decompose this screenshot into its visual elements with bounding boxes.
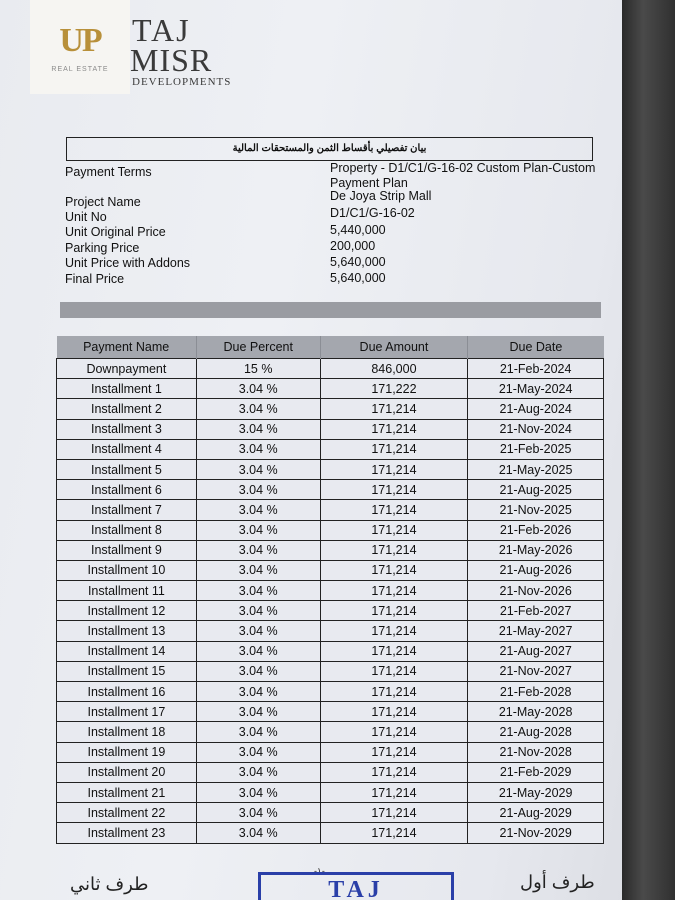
table-row bbox=[57, 762, 604, 782]
due-date-cell: 21-Feb-2024 bbox=[468, 359, 604, 379]
due-date-cell: 21-Aug-2024 bbox=[468, 399, 604, 419]
due-percent-cell: 3.04 % bbox=[196, 742, 320, 762]
detail-row bbox=[65, 272, 605, 288]
payment-name-cell: Installment 23 bbox=[57, 823, 197, 843]
table-row bbox=[57, 641, 604, 661]
due-date-cell: 21-Aug-2028 bbox=[468, 722, 604, 742]
brand-line-1: TAJ bbox=[132, 12, 191, 48]
due-percent-cell: 3.04 % bbox=[196, 581, 320, 601]
table-row bbox=[57, 359, 604, 379]
detail-value: 5,640,000 bbox=[330, 255, 386, 269]
due-date-cell: 21-Nov-2029 bbox=[468, 823, 604, 843]
due-amount-cell: 171,214 bbox=[320, 399, 468, 419]
payment-name-cell: Installment 18 bbox=[57, 722, 197, 742]
due-date-cell: 21-May-2026 bbox=[468, 540, 604, 560]
due-amount-cell: 171,214 bbox=[320, 722, 468, 742]
due-amount-cell: 171,214 bbox=[320, 560, 468, 580]
payment-name-cell: Installment 1 bbox=[57, 379, 197, 399]
due-percent-cell: 3.04 % bbox=[196, 722, 320, 742]
table-row bbox=[57, 379, 604, 399]
payment-name-cell: Installment 12 bbox=[57, 601, 197, 621]
detail-label: Payment Terms bbox=[65, 165, 152, 179]
payment-name-cell: Installment 16 bbox=[57, 682, 197, 702]
due-date-cell: 21-May-2024 bbox=[468, 379, 604, 399]
table-row bbox=[57, 480, 604, 500]
payment-schedule-table bbox=[56, 336, 604, 844]
due-date-cell: 21-Feb-2025 bbox=[468, 439, 604, 459]
due-amount-cell: 171,214 bbox=[320, 621, 468, 641]
due-percent-cell: 3.04 % bbox=[196, 682, 320, 702]
due-date-cell: 21-Feb-2027 bbox=[468, 601, 604, 621]
brand-line-2: MISR bbox=[130, 42, 213, 78]
page-number: -١- bbox=[314, 866, 325, 876]
table-row bbox=[57, 500, 604, 520]
table-row bbox=[57, 419, 604, 439]
due-percent-cell: 3.04 % bbox=[196, 379, 320, 399]
detail-row bbox=[65, 161, 605, 190]
due-percent-cell: 3.04 % bbox=[196, 540, 320, 560]
due-amount-cell: 171,214 bbox=[320, 540, 468, 560]
table-row bbox=[57, 560, 604, 580]
payment-name-cell: Installment 15 bbox=[57, 661, 197, 681]
table-row bbox=[57, 439, 604, 459]
due-percent-cell: 3.04 % bbox=[196, 803, 320, 823]
payment-name-cell: Installment 11 bbox=[57, 581, 197, 601]
first-party-label: طرف أول bbox=[520, 872, 595, 892]
due-date-cell: 21-May-2025 bbox=[468, 459, 604, 479]
due-date-cell: 21-Nov-2024 bbox=[468, 419, 604, 439]
due-percent-cell: 3.04 % bbox=[196, 762, 320, 782]
table-row bbox=[57, 581, 604, 601]
detail-value: 5,440,000 bbox=[330, 223, 386, 237]
payment-name-cell: Installment 21 bbox=[57, 782, 197, 802]
due-date-cell: 21-Feb-2026 bbox=[468, 520, 604, 540]
section-divider-bar bbox=[60, 302, 601, 318]
binder-edge bbox=[622, 0, 675, 900]
due-date-cell: 21-Aug-2027 bbox=[468, 641, 604, 661]
payment-name-cell: Installment 17 bbox=[57, 702, 197, 722]
payment-name-cell: Installment 10 bbox=[57, 560, 197, 580]
due-percent-cell: 3.04 % bbox=[196, 480, 320, 500]
due-amount-cell: 171,222 bbox=[320, 379, 468, 399]
second-party-label: طرف ثاني bbox=[70, 874, 149, 894]
due-amount-cell: 846,000 bbox=[320, 359, 468, 379]
table-row bbox=[57, 823, 604, 843]
due-percent-cell: 3.04 % bbox=[196, 782, 320, 802]
due-percent-cell: 3.04 % bbox=[196, 399, 320, 419]
due-amount-cell: 171,214 bbox=[320, 782, 468, 802]
due-date-cell: 21-May-2029 bbox=[468, 782, 604, 802]
detail-value: Property - D1/C1/G-16-02 Custom Plan-Custom Payment Plan bbox=[330, 161, 596, 190]
logo-subtitle: REAL ESTATE bbox=[51, 66, 109, 73]
payment-name-cell: Installment 14 bbox=[57, 641, 197, 661]
due-percent-cell: 3.04 % bbox=[196, 560, 320, 580]
table-row bbox=[57, 722, 604, 742]
payment-name-cell: Installment 8 bbox=[57, 520, 197, 540]
due-date-cell: 21-Nov-2026 bbox=[468, 581, 604, 601]
detail-value: 5,640,000 bbox=[330, 271, 386, 285]
due-percent-cell: 3.04 % bbox=[196, 500, 320, 520]
payment-name-cell: Installment 20 bbox=[57, 762, 197, 782]
table-row bbox=[57, 742, 604, 762]
due-percent-cell: 3.04 % bbox=[196, 520, 320, 540]
due-date-cell: 21-May-2028 bbox=[468, 702, 604, 722]
due-amount-cell: 171,214 bbox=[320, 459, 468, 479]
payment-name-cell: Installment 9 bbox=[57, 540, 197, 560]
payment-name-cell: Installment 6 bbox=[57, 480, 197, 500]
logo-letters: UP bbox=[59, 22, 101, 59]
due-amount-cell: 171,214 bbox=[320, 581, 468, 601]
table-row bbox=[57, 399, 604, 419]
payment-name-cell: Installment 2 bbox=[57, 399, 197, 419]
due-percent-cell: 3.04 % bbox=[196, 823, 320, 843]
table-row bbox=[57, 661, 604, 681]
due-date-cell: 21-Feb-2028 bbox=[468, 682, 604, 702]
payment-name-cell: Installment 4 bbox=[57, 439, 197, 459]
due-amount-cell: 171,214 bbox=[320, 762, 468, 782]
due-amount-cell: 171,214 bbox=[320, 500, 468, 520]
column-header: Due Date bbox=[468, 336, 604, 359]
detail-label: Parking Price bbox=[65, 241, 140, 255]
detail-label: Unit Original Price bbox=[65, 225, 166, 239]
due-percent-cell: 3.04 % bbox=[196, 419, 320, 439]
payment-name-cell: Installment 13 bbox=[57, 621, 197, 641]
column-header: Due Amount bbox=[320, 336, 468, 359]
due-percent-cell: 15 % bbox=[196, 359, 320, 379]
due-percent-cell: 3.04 % bbox=[196, 661, 320, 681]
payment-name-cell: Downpayment bbox=[57, 359, 197, 379]
detail-value: De Joya Strip Mall bbox=[330, 189, 432, 203]
table-row bbox=[57, 682, 604, 702]
due-date-cell: 21-Aug-2026 bbox=[468, 560, 604, 580]
due-amount-cell: 171,214 bbox=[320, 742, 468, 762]
payment-name-cell: Installment 7 bbox=[57, 500, 197, 520]
detail-row bbox=[65, 256, 605, 272]
uip-logo bbox=[30, 0, 130, 94]
table-row bbox=[57, 803, 604, 823]
payment-name-cell: Installment 22 bbox=[57, 803, 197, 823]
payment-name-cell: Installment 3 bbox=[57, 419, 197, 439]
due-percent-cell: 3.04 % bbox=[196, 601, 320, 621]
detail-label: Unit No bbox=[65, 210, 107, 224]
due-amount-cell: 171,214 bbox=[320, 661, 468, 681]
brand-line-3: DEVELOPMENTS bbox=[132, 76, 232, 88]
company-stamp: TAJ bbox=[258, 872, 454, 900]
taj-misr-brand bbox=[132, 14, 231, 88]
payment-name-cell: Installment 19 bbox=[57, 742, 197, 762]
due-amount-cell: 171,214 bbox=[320, 823, 468, 843]
table-header-row bbox=[57, 336, 604, 359]
due-percent-cell: 3.04 % bbox=[196, 459, 320, 479]
table-row bbox=[57, 601, 604, 621]
due-amount-cell: 171,214 bbox=[320, 439, 468, 459]
due-date-cell: 21-May-2027 bbox=[468, 621, 604, 641]
due-amount-cell: 171,214 bbox=[320, 702, 468, 722]
table-body bbox=[57, 359, 604, 844]
due-amount-cell: 171,214 bbox=[320, 601, 468, 621]
due-amount-cell: 171,214 bbox=[320, 803, 468, 823]
table-row bbox=[57, 621, 604, 641]
due-date-cell: 21-Nov-2027 bbox=[468, 661, 604, 681]
due-date-cell: 21-Feb-2029 bbox=[468, 762, 604, 782]
due-amount-cell: 171,214 bbox=[320, 682, 468, 702]
due-amount-cell: 171,214 bbox=[320, 641, 468, 661]
table-row bbox=[57, 520, 604, 540]
table-row bbox=[57, 540, 604, 560]
detail-label: Final Price bbox=[65, 272, 125, 286]
due-percent-cell: 3.04 % bbox=[196, 702, 320, 722]
due-date-cell: 21-Nov-2025 bbox=[468, 500, 604, 520]
table-row bbox=[57, 459, 604, 479]
due-date-cell: 21-Aug-2025 bbox=[468, 480, 604, 500]
due-amount-cell: 171,214 bbox=[320, 520, 468, 540]
payment-name-cell: Installment 5 bbox=[57, 459, 197, 479]
due-amount-cell: 171,214 bbox=[320, 419, 468, 439]
due-percent-cell: 3.04 % bbox=[196, 621, 320, 641]
table-row bbox=[57, 702, 604, 722]
document-title: بيان تفصيلي بأقساط الثمن والمستحقات المالية bbox=[66, 137, 593, 161]
due-date-cell: 21-Nov-2028 bbox=[468, 742, 604, 762]
detail-value: D1/C1/G-16-02 bbox=[330, 206, 415, 220]
due-amount-cell: 171,214 bbox=[320, 480, 468, 500]
column-header: Due Percent bbox=[196, 336, 320, 359]
detail-label: Project Name bbox=[65, 195, 141, 209]
detail-label: Unit Price with Addons bbox=[65, 256, 191, 270]
table-row bbox=[57, 782, 604, 802]
due-percent-cell: 3.04 % bbox=[196, 641, 320, 661]
due-percent-cell: 3.04 % bbox=[196, 439, 320, 459]
detail-value: 200,000 bbox=[330, 239, 376, 253]
column-header: Payment Name bbox=[57, 336, 197, 359]
due-date-cell: 21-Aug-2029 bbox=[468, 803, 604, 823]
